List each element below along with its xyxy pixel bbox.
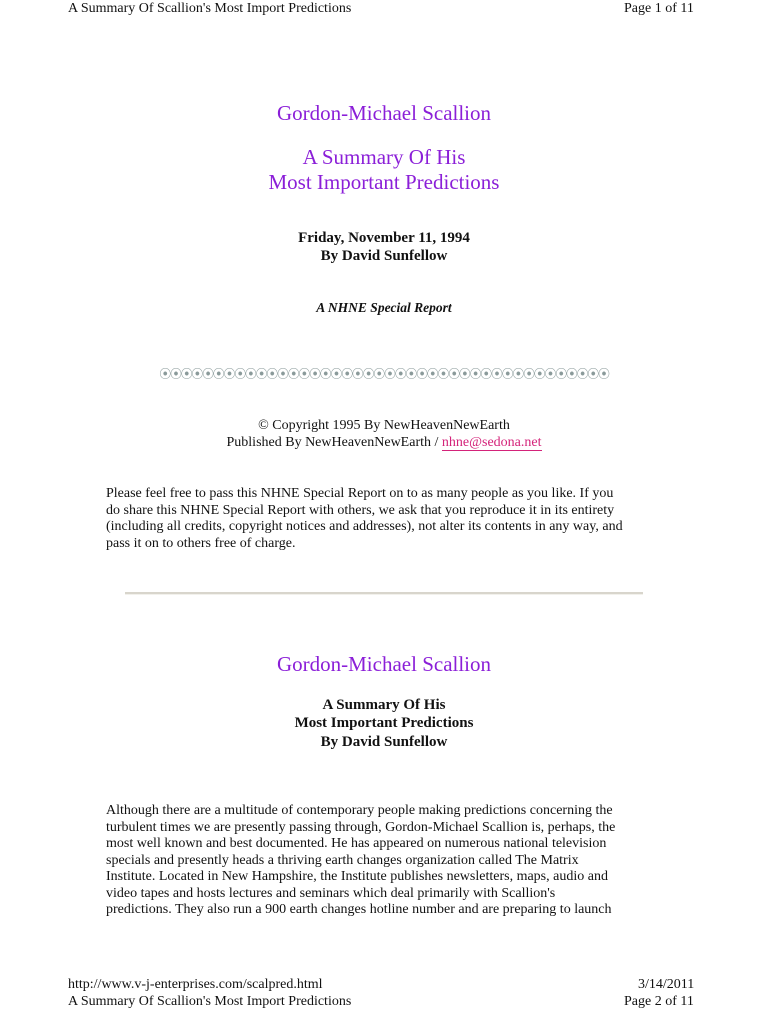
body-line: specials and presently heads a thriving earth changes organization called The Matrix [106,852,579,868]
notice-line: Please feel free to pass this NHNE Special Report on to as many people as you like. If you [106,486,614,501]
body-line: Although there are a multitude of contemporary people making predictions concerning the [106,803,613,818]
subtitle-line-1: A Summary Of His [322,697,446,713]
body-line: most well known and best documented. He has appeared on numerous national television [106,836,607,851]
header-doc-title: A Summary Of Scallion's Most Import Predictions [68,1,352,16]
author-heading: Gordon-Michael Scallion [276,101,492,125]
copyright-line: © Copyright 1995 By NewHeavenNewEarth [258,418,510,433]
published-prefix: Published By NewHeavenNewEarth / [226,435,442,450]
email-link[interactable]: nhne@sedona.net [441,435,542,450]
title-line-2: Most Important Predictions [268,170,500,194]
notice-line: do share this NHNE Special Report with others, we ask that you reproduce it in its entirety [106,502,615,518]
footer-date: 3/14/2011 [638,977,695,992]
horizontal-rule [125,592,643,595]
notice-paragraph [106,486,676,552]
body-line: turbulent times we are presently passing through, Gordon-Michael Scallion is, perhaps, the [106,819,616,835]
footer-page-number: Page 2 of 11 [624,994,694,1009]
title-line-1: A Summary Of His [302,145,466,169]
report-byline: By David Sunfellow [320,248,448,264]
body-line: video tapes and hosts lectures and seminars which deal primarily with Scallion's [106,885,556,901]
body-paragraph [106,803,676,919]
notice-line: pass it on to others free of charge. [106,535,296,551]
special-report-label: A NHNE Special Report [316,300,452,315]
header-page-number: Page 1 of 11 [624,1,694,16]
byline-2: By David Sunfellow [320,734,448,750]
body-line: Institute. Located in New Hampshire, the Institute publishes newsletters, maps, audio and [106,869,608,884]
footer-url: http://www.v-j-enterprises.com/scalpred.html [68,977,323,992]
report-date: Friday, November 11, 1994 [298,230,470,246]
body-line: predictions. They also run a 900 earth changes hotline number and are preparing to launch [106,902,612,917]
subtitle-line-2: Most Important Predictions [294,715,474,731]
published-line [0,435,768,451]
ornamental-divider: ⦿⦿⦿⦿⦿⦿⦿⦿⦿⦿⦿⦿⦿⦿⦿⦿⦿⦿⦿⦿⦿⦿⦿⦿⦿⦿⦿⦿⦿⦿⦿⦿⦿⦿⦿⦿⦿⦿⦿⦿⦿⦿ [159,367,609,381]
footer-doc-title: A Summary Of Scallion's Most Import Predictions [68,994,352,1009]
author-heading-2: Gordon-Michael Scallion [276,652,492,676]
notice-line: (including all credits, copyright notices and addresses), not alter its contents in any way, and [106,519,623,534]
